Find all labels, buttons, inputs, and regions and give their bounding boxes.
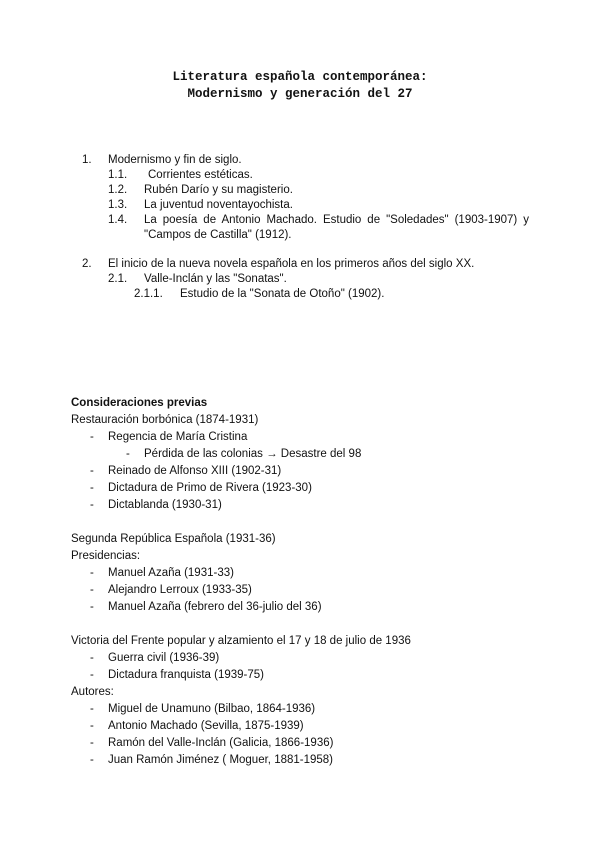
list-item: Alejandro Lerroux (1933-35): [108, 584, 252, 596]
outline-num-1-4: 1.4.: [108, 214, 128, 226]
restauracion-label: Restauración borbónica (1874-1931): [71, 414, 259, 426]
outline-num-2: 2.: [82, 258, 92, 270]
list-item: Dictablanda (1930-31): [108, 499, 222, 511]
bullet-dash: -: [90, 669, 94, 681]
outline-num-1-2: 1.2.: [108, 184, 128, 196]
list-item: Juan Ramón Jiménez ( Moguer, 1881-1958): [108, 754, 334, 766]
bullet-dash: -: [90, 482, 94, 494]
bullet-dash: -: [90, 754, 94, 766]
outline-item-1-2: Rubén Darío y su magisterio.: [144, 184, 293, 196]
outline-item-1: Modernismo y fin de siglo.: [108, 154, 242, 166]
outline-num-1: 1.: [82, 154, 92, 166]
outline-num-1-3: 1.3.: [108, 199, 128, 211]
bullet-dash: -: [90, 737, 94, 749]
title-line-1: Literatura española contemporánea:: [172, 70, 428, 84]
list-item: Regencia de María Cristina: [108, 431, 248, 443]
bullet-dash: -: [90, 601, 94, 613]
outline-item-1-4-a: La poesía de Antonio Machado. Estudio de "Soledades" (1903-1907) y: [144, 214, 529, 226]
outline-item-1-1: Corrientes estéticas.: [148, 169, 253, 181]
list-item: Miguel de Unamuno (Bilbao, 1864-1936): [108, 703, 316, 715]
victoria-label: Victoria del Frente popular y alzamiento el 17 y 18 de julio de 1936: [71, 635, 411, 647]
bullet-dash: -: [90, 584, 94, 596]
outline-num-2-1: 2.1.: [108, 273, 128, 285]
list-item: Dictadura franquista (1939-75): [108, 669, 264, 681]
outline-num-1-1: 1.1.: [108, 169, 128, 181]
list-item: Guerra civil (1936-39): [108, 652, 220, 664]
bullet-dash: -: [90, 465, 94, 477]
bullet-dash: -: [90, 567, 94, 579]
outline-item-1-3: La juventud noventayochista.: [144, 199, 293, 211]
outline-item-2: El inicio de la nueva novela española en los primeros años del siglo XX.: [108, 258, 475, 270]
bullet-dash: -: [126, 448, 130, 460]
outline-num-2-1-1: 2.1.1.: [134, 288, 163, 300]
bullet-dash: -: [90, 720, 94, 732]
bullet-dash: -: [90, 431, 94, 443]
bullet-dash: -: [90, 652, 94, 664]
list-item: Manuel Azaña (febrero del 36-julio del 36): [108, 601, 322, 613]
outline-item-2-1: Valle-Inclán y las "Sonatas".: [144, 273, 287, 285]
section-heading: Consideraciones previas: [71, 397, 208, 409]
bullet-dash: -: [90, 499, 94, 511]
list-item: Pérdida de las colonias → Desastre del 98: [144, 448, 362, 460]
list-item: Dictadura de Primo de Rivera (1923-30): [108, 482, 312, 494]
presidencias-label: Presidencias:: [71, 550, 141, 562]
outline-item-1-4-b: "Campos de Castilla" (1912).: [144, 229, 292, 241]
list-item: Reinado de Alfonso XIII (1902-31): [108, 465, 282, 477]
list-item: Ramón del Valle-Inclán (Galicia, 1866-1936): [108, 737, 334, 749]
list-item: Antonio Machado (Sevilla, 1875-1939): [108, 720, 304, 732]
segunda-republica-label: Segunda República Española (1931-36): [71, 533, 276, 545]
bullet-dash: -: [90, 703, 94, 715]
list-item: Manuel Azaña (1931-33): [108, 567, 234, 579]
autores-label: Autores:: [71, 686, 114, 698]
outline-item-2-1-1: Estudio de la "Sonata de Otoño" (1902).: [180, 288, 385, 300]
title-line-2: Modernismo y generación del 27: [187, 87, 413, 101]
